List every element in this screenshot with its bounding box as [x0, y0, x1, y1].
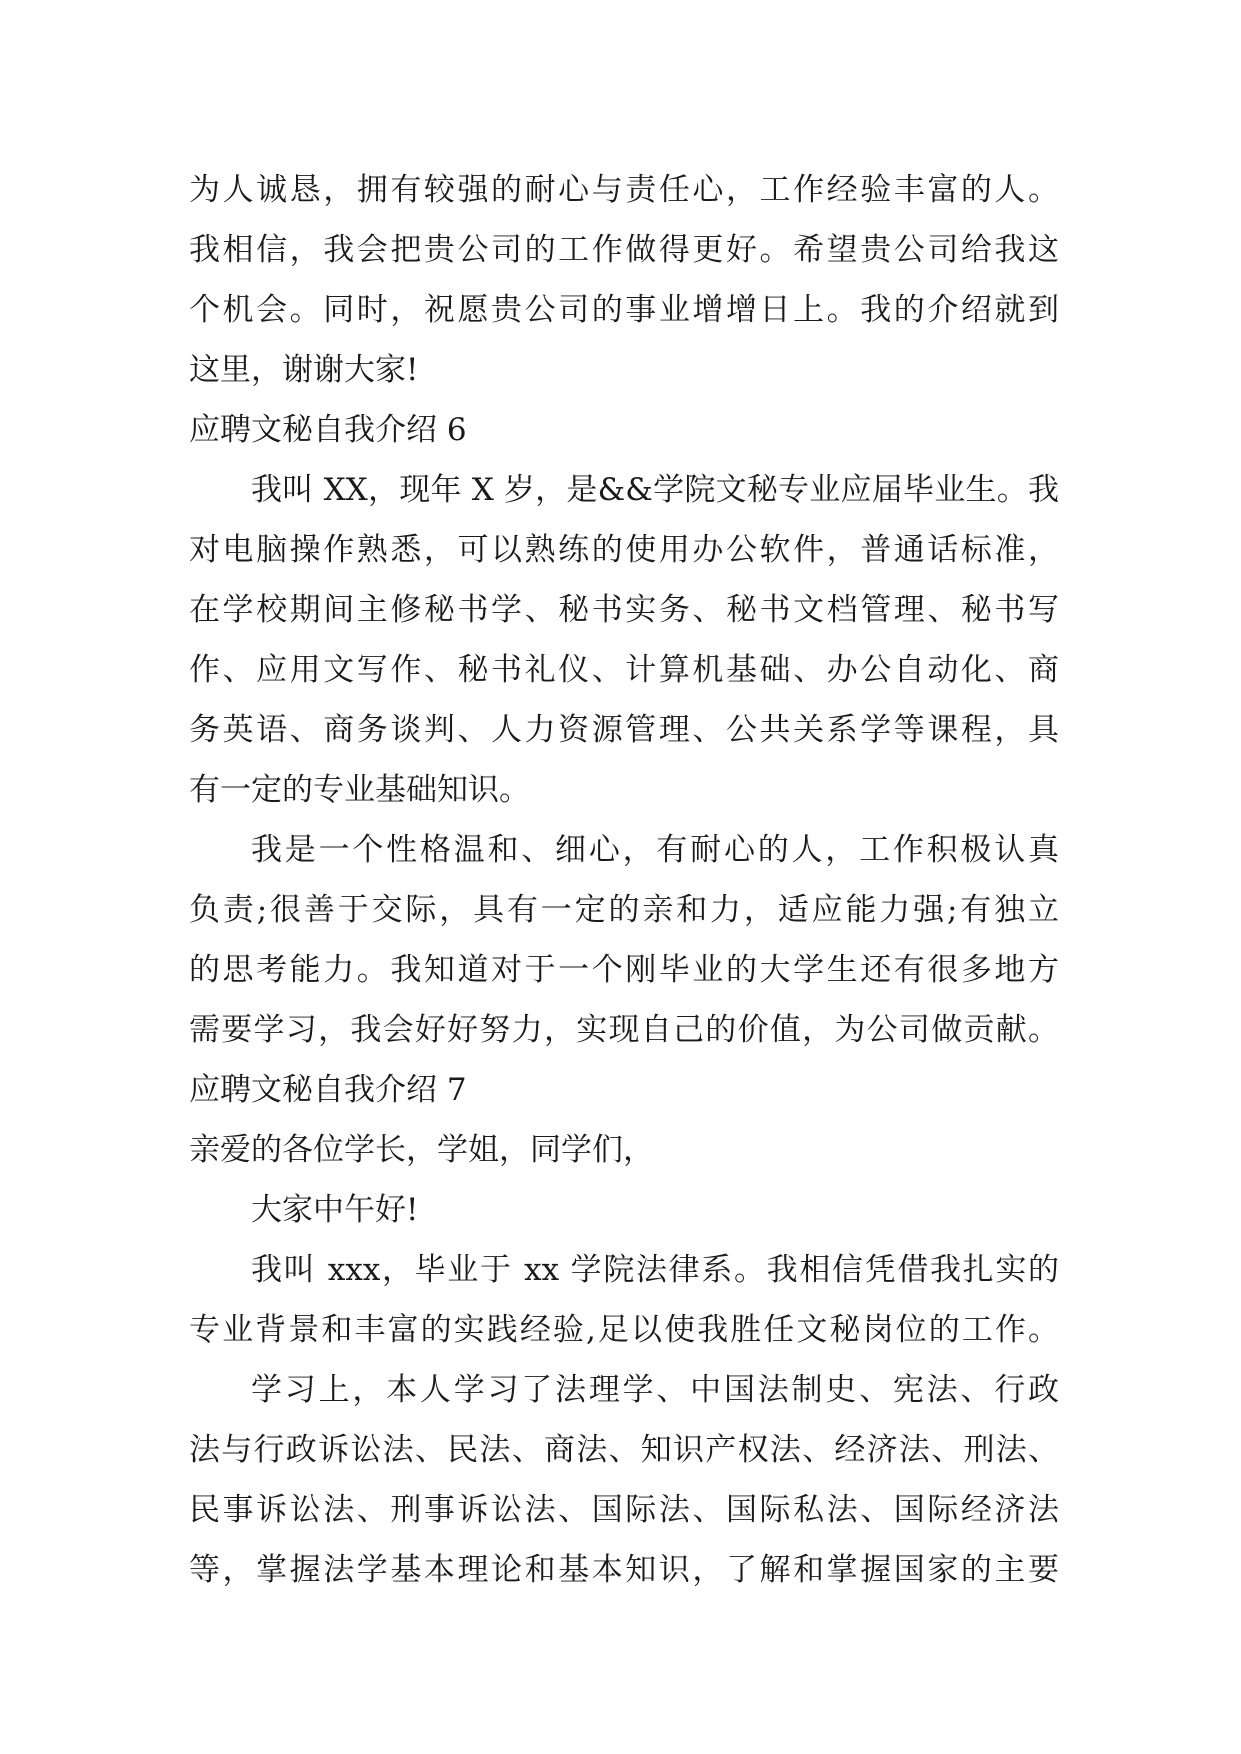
text-line: 我叫 xxx，毕业于 xx 学院法律系。我相信凭借我扎实的 [251, 1252, 1059, 1288]
text-line: 等，掌握法学基本理论和基本知识，了解和掌握国家的主要 [189, 1552, 1059, 1588]
text-line: 学习上，本人学习了法理学、中国法制史、宪法、行政 [251, 1372, 1059, 1408]
text-line: 我是一个性格温和、细心，有耐心的人，工作积极认真 [251, 832, 1059, 868]
text-line: 对电脑操作熟悉，可以熟练的使用办公软件，普通话标准， [189, 532, 1059, 568]
text-line: 大家中午好! [251, 1192, 419, 1228]
text-line: 法与行政诉讼法、民法、商法、知识产权法、经济法、刑法、 [189, 1432, 1059, 1468]
section-heading: 应聘文秘自我介绍 6 [189, 412, 467, 448]
text-line: 需要学习，我会好好努力，实现自己的价值，为公司做贡献。 [189, 1012, 1059, 1048]
text-line: 这里，谢谢大家! [189, 352, 419, 388]
text-line: 亲爱的各位学长，学姐，同学们， [189, 1132, 654, 1168]
text-line: 专业背景和丰富的实践经验,足以使我胜任文秘岗位的工作。 [189, 1312, 1059, 1348]
text-line: 的思考能力。我知道对于一个刚毕业的大学生还有很多地方 [189, 952, 1059, 988]
text-line: 我相信，我会把贵公司的工作做得更好。希望贵公司给我这 [189, 232, 1059, 268]
text-line: 在学校期间主修秘书学、秘书实务、秘书文档管理、秘书写 [189, 592, 1059, 628]
text-line: 作、应用文写作、秘书礼仪、计算机基础、办公自动化、商 [189, 652, 1059, 688]
text-line: 务英语、商务谈判、人力资源管理、公共关系学等课程，具 [189, 712, 1059, 748]
text-line: 有一定的专业基础知识。 [189, 772, 530, 808]
text-line: 个机会。同时，祝愿贵公司的事业增增日上。我的介绍就到 [189, 292, 1059, 328]
text-line: 为人诚恳，拥有较强的耐心与责任心，工作经验丰富的人。 [189, 172, 1059, 208]
text-line: 民事诉讼法、刑事诉讼法、国际法、国际私法、国际经济法 [189, 1492, 1059, 1528]
text-line: 负责;很善于交际，具有一定的亲和力，适应能力强;有独立 [189, 892, 1059, 928]
document-body [189, 160, 1059, 1600]
section-heading: 应聘文秘自我介绍 7 [189, 1072, 467, 1108]
text-line: 我叫 XX，现年 X 岁，是&&学院文秘专业应届毕业生。我 [251, 472, 1059, 508]
